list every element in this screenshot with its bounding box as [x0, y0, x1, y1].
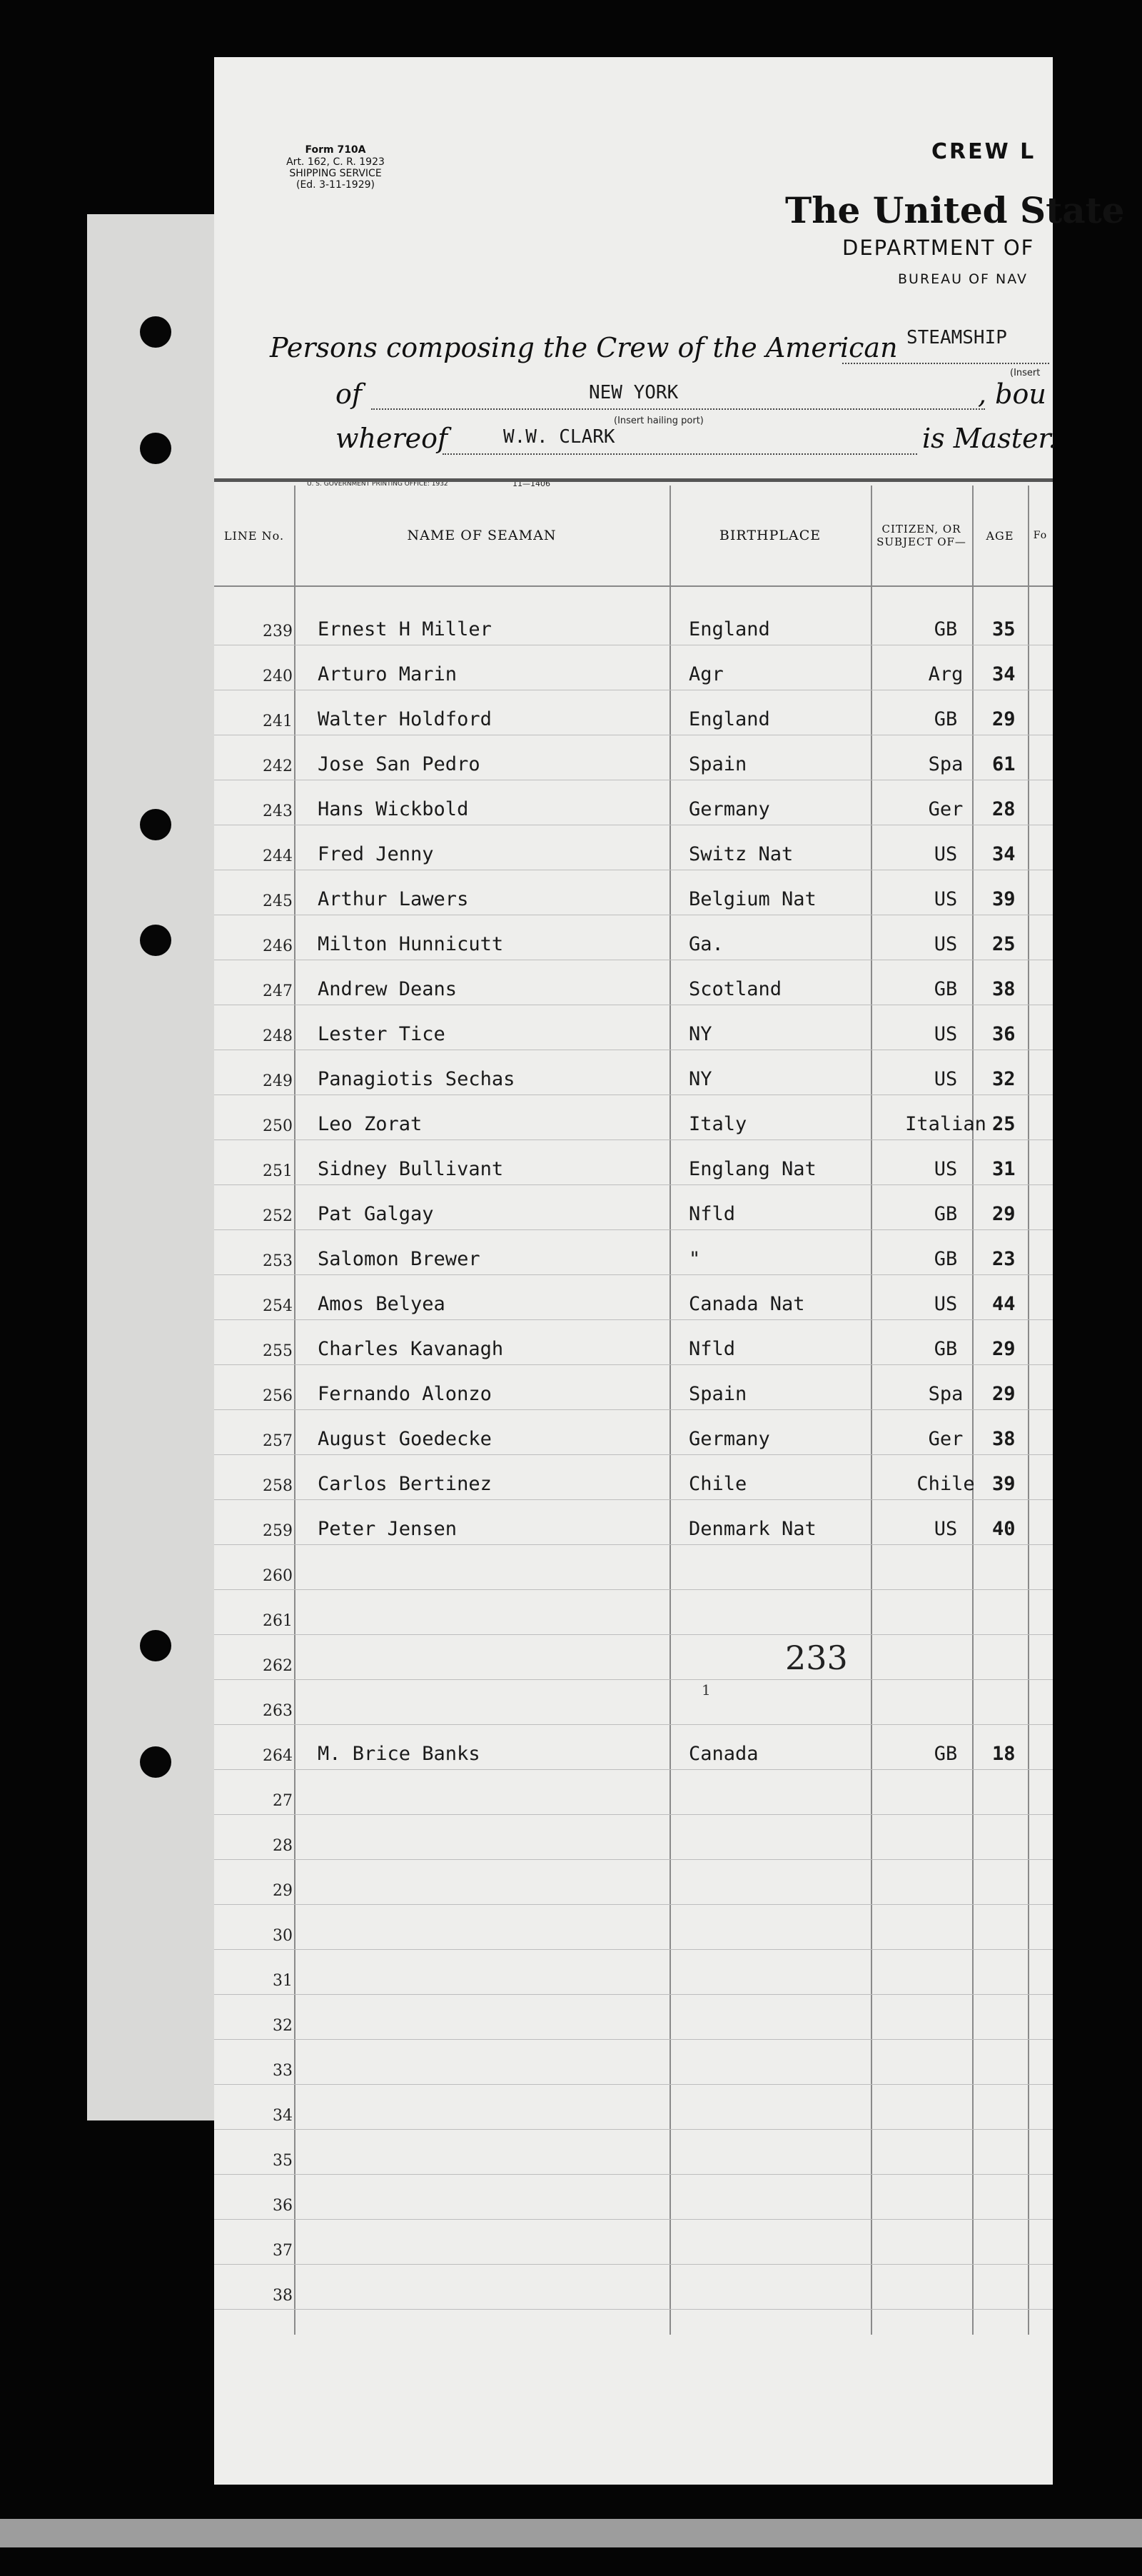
birthplace: Belgium Nat: [689, 888, 817, 910]
seaman-name: Walter Holdford: [318, 708, 492, 730]
master-label: is Master.: [922, 423, 1057, 454]
age: 39: [992, 1473, 1016, 1495]
seaman-name: Ernest H Miller: [318, 618, 492, 640]
punch-hole: [140, 925, 171, 956]
birthplace: Nfld: [689, 1338, 736, 1360]
line-number: 245: [263, 892, 293, 910]
citizenship: US: [934, 1518, 958, 1540]
birthplace: Canada Nat: [689, 1293, 805, 1315]
birthplace: ": [689, 1248, 701, 1270]
bureau-label: BUREAU OF NAV: [898, 271, 1029, 287]
line-number: 259: [263, 1522, 293, 1540]
line-number: 249: [263, 1072, 293, 1090]
line-number: 35: [273, 2152, 293, 2170]
age: 34: [992, 663, 1016, 685]
table-row: [214, 1634, 1053, 1680]
form-service: SHIPPING SERVICE: [289, 168, 382, 179]
table-row: [214, 2039, 1053, 2085]
table-row: [214, 1184, 1053, 1230]
birthplace: Germany: [689, 1428, 770, 1450]
line-number: 33: [273, 2062, 293, 2080]
table-row: [214, 825, 1053, 870]
citizenship: US: [934, 1158, 958, 1180]
master-name: W.W. CLARK: [503, 426, 615, 448]
line-number: 31: [273, 1972, 293, 1990]
table-row: [214, 1679, 1053, 1725]
seaman-name: Fernando Alonzo: [318, 1383, 492, 1405]
table-header-rule: [214, 585, 1053, 587]
age: 38: [992, 1428, 1016, 1450]
department-label: DEPARTMENT OF: [842, 236, 1035, 260]
table-row: [214, 2264, 1053, 2310]
line-number: 239: [263, 623, 293, 640]
line-number: 258: [263, 1477, 293, 1495]
birthplace: Chile: [689, 1473, 747, 1495]
birthplace: Agr: [689, 663, 724, 685]
seaman-name: Charles Kavanagh: [318, 1338, 504, 1360]
citizenship: GB: [934, 708, 958, 730]
seaman-name: Leo Zorat: [318, 1113, 423, 1135]
age: 34: [992, 843, 1016, 865]
age: 18: [992, 1743, 1016, 1765]
header-name: NAME OF SEAMAN: [407, 528, 557, 543]
birthplace: Switz Nat: [689, 843, 794, 865]
birthplace: NY: [689, 1068, 712, 1090]
table-row: [214, 1724, 1053, 1770]
table-row: [214, 690, 1053, 735]
table-row: [214, 2174, 1053, 2220]
citizenship: US: [934, 888, 958, 910]
whereof-label: whereof: [335, 423, 448, 454]
master-line: [443, 453, 917, 455]
line-number: 27: [273, 1792, 293, 1810]
table-row: [214, 1769, 1053, 1815]
header-age: AGE: [986, 528, 1014, 543]
header-line-no: LINE No.: [223, 528, 285, 543]
birthplace: Scotland: [689, 978, 782, 1000]
age: 29: [992, 1203, 1016, 1225]
line-number: 262: [263, 1657, 293, 1675]
citizenship: Italian: [905, 1113, 986, 1135]
birthplace: Spain: [689, 753, 747, 775]
seaman-name: Sidney Bullivant: [318, 1158, 504, 1180]
citizenship: Ger: [928, 798, 964, 820]
bound-label: , bou: [978, 378, 1046, 410]
table-row: [214, 2084, 1053, 2130]
citizenship: US: [934, 1068, 958, 1090]
table-row: [214, 1050, 1053, 1095]
punch-hole: [140, 433, 171, 464]
table-row: [214, 1859, 1053, 1905]
citizenship: US: [934, 1023, 958, 1045]
age: 32: [992, 1068, 1016, 1090]
seaman-name: Salomon Brewer: [318, 1248, 480, 1270]
table-row: [214, 600, 1053, 645]
table-row: [214, 1994, 1053, 2040]
line-number: 30: [273, 1927, 293, 1945]
persons-composing-text: Persons composing the Crew of the American: [270, 332, 898, 363]
line-number: 34: [273, 2107, 293, 2125]
header-extra: Fo: [1033, 530, 1048, 541]
seaman-name: August Goedecke: [318, 1428, 492, 1450]
crew-table: [214, 485, 1053, 2342]
birthplace: Spain: [689, 1383, 747, 1405]
citizenship: GB: [934, 618, 958, 640]
line-number: 264: [263, 1747, 293, 1765]
age: 61: [992, 753, 1016, 775]
seaman-name: Jose San Pedro: [318, 753, 480, 775]
age: 40: [992, 1518, 1016, 1540]
citizenship: Spa: [928, 1383, 964, 1405]
line-number: 256: [263, 1387, 293, 1405]
citizenship: US: [934, 843, 958, 865]
birthplace: Italy: [689, 1113, 747, 1135]
age: 23: [992, 1248, 1016, 1270]
seaman-name: Pat Galgay: [318, 1203, 434, 1225]
birthplace: England: [689, 708, 770, 730]
table-row: [214, 1005, 1053, 1050]
birthplace: Nfld: [689, 1203, 736, 1225]
line-number: 241: [263, 713, 293, 730]
birthplace: Denmark Nat: [689, 1518, 817, 1540]
citizenship: GB: [934, 1338, 958, 1360]
table-row: [214, 1904, 1053, 1950]
table-row: [214, 1139, 1053, 1185]
birthplace: England: [689, 618, 770, 640]
punch-hole: [140, 316, 171, 348]
citizenship: GB: [934, 1248, 958, 1270]
line-number: 36: [273, 2197, 293, 2215]
vessel-type-line: [842, 363, 1049, 364]
header-rule: [214, 478, 1053, 482]
line-number: 28: [273, 1837, 293, 1855]
birthplace: Ga.: [689, 933, 724, 955]
punch-hole: [140, 809, 171, 840]
seaman-name: Amos Belyea: [318, 1293, 445, 1315]
birthplace: Englang Nat: [689, 1158, 817, 1180]
citizenship: GB: [934, 1743, 958, 1765]
table-row: [214, 645, 1053, 690]
birthplace: Canada: [689, 1743, 759, 1765]
age: 25: [992, 1113, 1016, 1135]
line-number: 253: [263, 1252, 293, 1270]
hailing-port-note: (Insert hailing port): [614, 416, 704, 426]
table-row: [214, 1454, 1053, 1500]
line-number: 243: [263, 803, 293, 820]
line-number: 261: [263, 1612, 293, 1630]
line-number: 252: [263, 1207, 293, 1225]
of-label: of: [335, 378, 362, 410]
printing-office: U. S. GOVERNMENT PRINTING OFFICE: 1932: [307, 481, 448, 488]
hailing-port: NEW YORK: [589, 382, 679, 403]
seaman-name: Milton Hunnicutt: [318, 933, 504, 955]
table-row: [214, 1499, 1053, 1545]
line-number: 251: [263, 1162, 293, 1180]
citizenship: US: [934, 1293, 958, 1315]
line-number: 37: [273, 2242, 293, 2260]
seaman-name: Hans Wickbold: [318, 798, 469, 820]
punch-hole: [140, 1630, 171, 1661]
line-number: 32: [273, 2017, 293, 2035]
citizenship: GB: [934, 978, 958, 1000]
seaman-name: Lester Tice: [318, 1023, 445, 1045]
seaman-name: Peter Jensen: [318, 1518, 458, 1540]
seaman-name: M. Brice Banks: [318, 1743, 480, 1765]
table-row: [214, 1095, 1053, 1140]
seaman-name: Panagiotis Sechas: [318, 1068, 515, 1090]
government-title: The United State: [785, 189, 1125, 231]
age: 29: [992, 708, 1016, 730]
table-row: [214, 2219, 1053, 2265]
table-row: [214, 870, 1053, 915]
seaman-name: Arturo Marin: [318, 663, 458, 685]
form-edition: (Ed. 3-11-1929): [295, 179, 375, 191]
table-row: [214, 1949, 1053, 1995]
crew-list-heading: CREW L: [931, 139, 1036, 164]
table-row: [214, 735, 1053, 780]
left-margin-strip: [87, 214, 216, 2120]
seaman-name: Fred Jenny: [318, 843, 434, 865]
vessel-type: STEAMSHIP: [906, 327, 1007, 348]
printing-code: 11—1406: [512, 479, 550, 488]
page-number: 233: [785, 1639, 848, 1677]
table-row: [214, 2129, 1053, 2175]
form-article: Art. 162, C. R. 1923: [286, 156, 385, 168]
table-row: [214, 1229, 1053, 1275]
line-number: 263: [263, 1702, 293, 1720]
age: 28: [992, 798, 1016, 820]
header-birthplace: BIRTHPLACE: [719, 528, 822, 543]
line-number: 242: [263, 758, 293, 775]
seaman-name: Carlos Bertinez: [318, 1473, 492, 1495]
stray-mark: 1: [702, 1681, 711, 1699]
citizenship: GB: [934, 1203, 958, 1225]
table-row: [214, 1814, 1053, 1860]
line-number: 250: [263, 1117, 293, 1135]
line-number: 240: [263, 668, 293, 685]
line-number: 38: [273, 2287, 293, 2305]
age: 31: [992, 1158, 1016, 1180]
line-number: 248: [263, 1027, 293, 1045]
age: 35: [992, 618, 1016, 640]
age: 29: [992, 1383, 1016, 1405]
insert-note: (Insert: [1010, 368, 1041, 378]
citizenship: Ger: [928, 1428, 964, 1450]
age: 39: [992, 888, 1016, 910]
punch-hole: [140, 1746, 171, 1778]
header-citizen: CITIZEN, OR SUBJECT OF—: [876, 523, 966, 548]
line-number: 29: [273, 1882, 293, 1900]
table-row: [214, 960, 1053, 1005]
table-row: [214, 780, 1053, 825]
line-number: 254: [263, 1297, 293, 1315]
form-number: Form 710A: [305, 144, 366, 156]
table-row: [214, 1319, 1053, 1365]
line-number: 257: [263, 1432, 293, 1450]
line-number: 244: [263, 847, 293, 865]
age: 29: [992, 1338, 1016, 1360]
hailing-port-line: [371, 408, 985, 410]
seaman-name: Andrew Deans: [318, 978, 458, 1000]
table-row: [214, 1544, 1053, 1590]
citizenship: Arg: [928, 663, 964, 685]
seaman-name: Arthur Lawers: [318, 888, 469, 910]
table-row: [214, 1274, 1053, 1320]
line-number: 246: [263, 937, 293, 955]
line-number: 255: [263, 1342, 293, 1360]
table-row: [214, 1589, 1053, 1635]
citizenship: US: [934, 933, 958, 955]
birthplace: NY: [689, 1023, 712, 1045]
table-row: [214, 915, 1053, 960]
bottom-band: [0, 2519, 1142, 2547]
line-number: 247: [263, 982, 293, 1000]
birthplace: Germany: [689, 798, 770, 820]
citizenship: Chile: [916, 1473, 975, 1495]
table-row: [214, 1364, 1053, 1410]
citizenship: Spa: [928, 753, 964, 775]
age: 25: [992, 933, 1016, 955]
age: 36: [992, 1023, 1016, 1045]
line-number: 260: [263, 1567, 293, 1585]
age: 38: [992, 978, 1016, 1000]
table-row: [214, 1409, 1053, 1455]
age: 44: [992, 1293, 1016, 1315]
